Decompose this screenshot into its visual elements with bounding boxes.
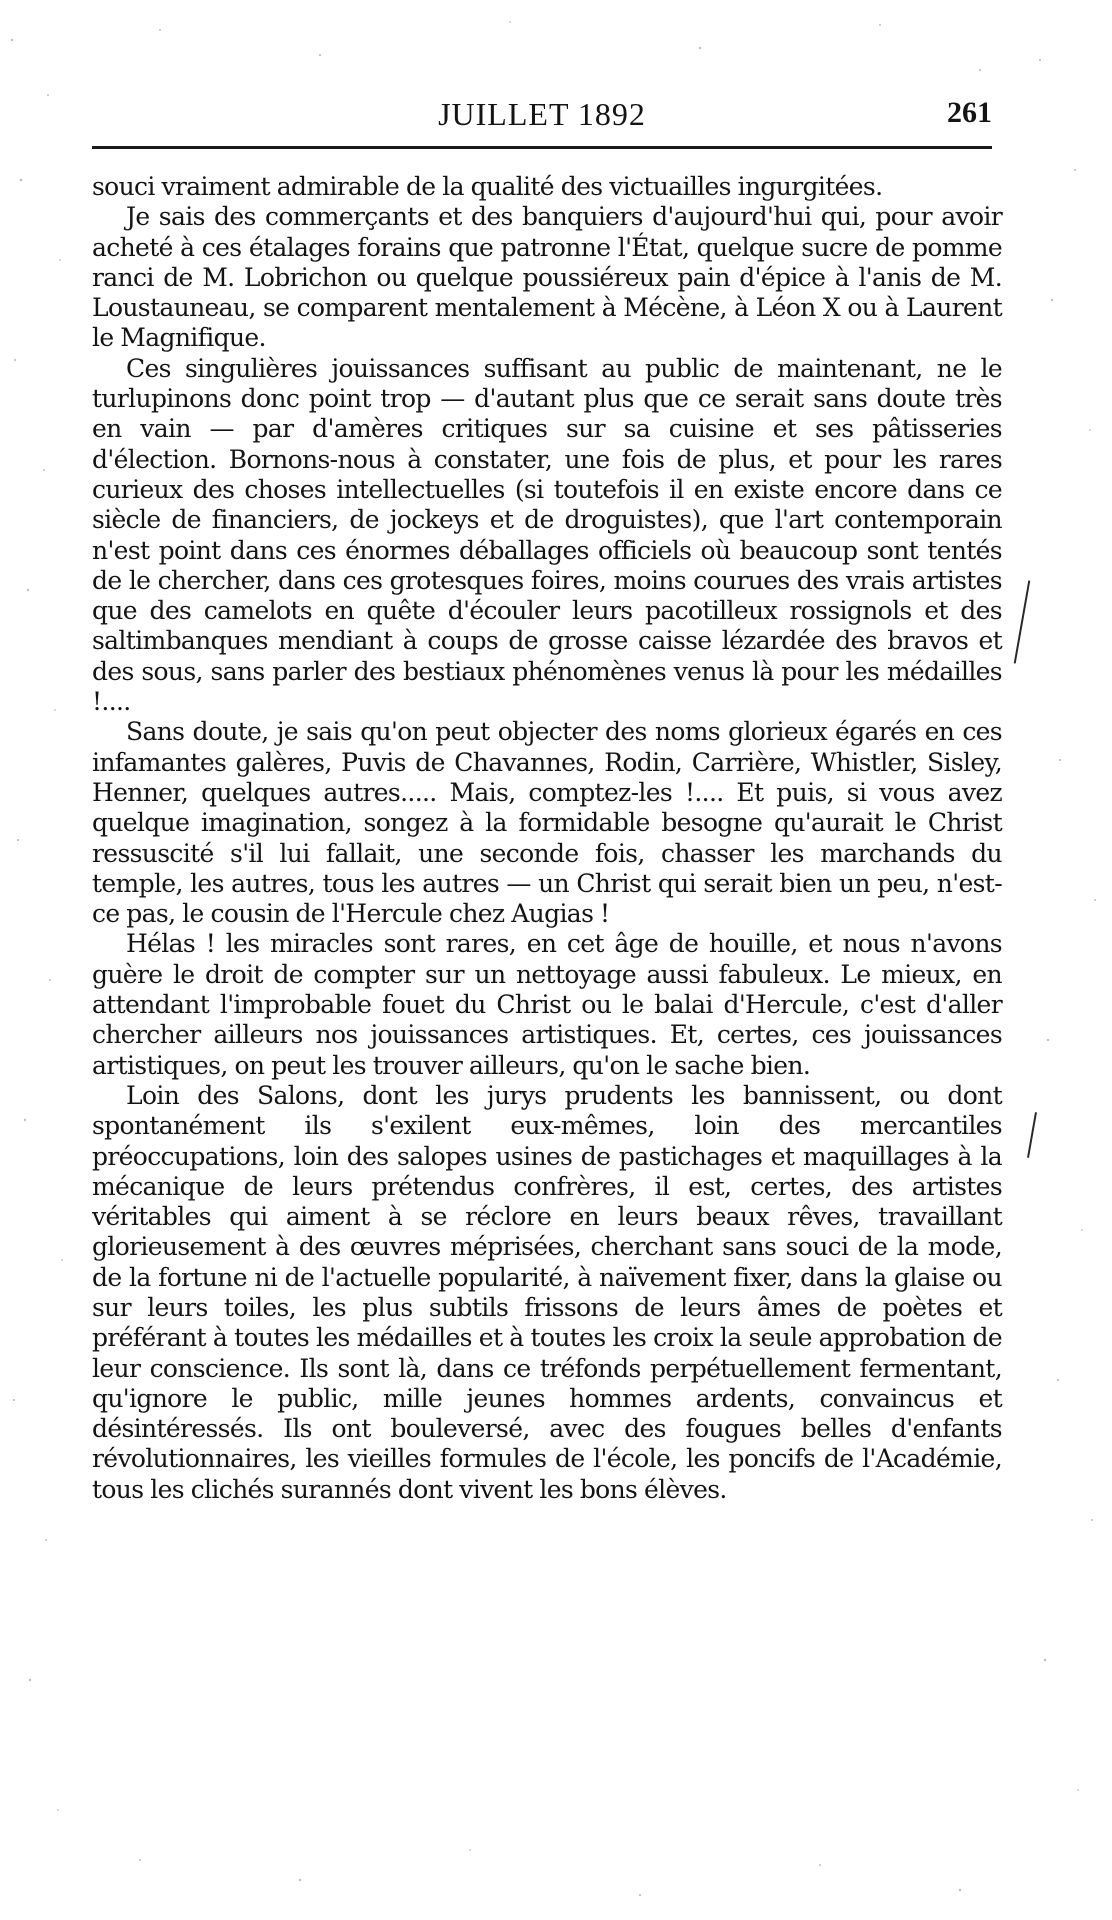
- page-number: 261: [947, 96, 992, 129]
- header-rule: [92, 146, 992, 149]
- margin-pencil-mark: [1027, 1112, 1037, 1158]
- header-title: JUILLET 1892: [438, 96, 646, 132]
- paragraph-5: Hélas ! les miracles sont rares, en cet âge de houille, et nous n'avons guère le droit de compter sur un nettoyage aussi fabuleux. Le mieux, en attendant l'improbable fouet du Christ ou le balai d'Hercule, c'est d'aller chercher ailleurs nos jouissances artistiques. Et, certes, ces jouissances artistiques, on peut les trouver ailleurs, qu'on le sache bien.: [92, 929, 1002, 1080]
- paragraph-6: Loin des Salons, dont les jurys prudents les bannissent, ou dont spontanément ils s'exilent eux-mêmes, loin des mercantiles préoccupations, loin des salopes usines de pastichages et maquillages à la mécanique de leurs prétendus confrères, il est, certes, des artistes véritables qui aiment à se réclore en leurs beaux rêves, travaillant glorieusement à des œuvres méprisées, cherchant sans souci de la mode, de la fortune ni de l'actuelle popularité, à naïvement fixer, dans la glaise ou sur leurs toiles, les plus subtils frissons de leurs âmes de poètes et préférant à toutes les médailles et à toutes les croix la seule approbation de leur conscience. Ils sont là, dans ce tréfonds perpétuellement fermentant, qu'ignore le public, mille jeunes hommes ardents, convaincus et désintéressés. Ils ont bouleversé, avec des fougues belles d'enfants révolutionnaires, les vieilles formules de l'école, les poncifs de l'Académie, tous les clichés surannés dont vivent les bons élèves.: [92, 1080, 1002, 1504]
- running-header: [92, 92, 992, 132]
- body-text: [92, 172, 1002, 1505]
- paragraph-4: Sans doute, je sais qu'on peut objecter des noms glorieux égarés en ces infamantes galères, Puvis de Chavannes, Rodin, Carrière, Whistler, Sisley, Henner, quelques autres..... Mais, comptez-les !.... Et puis, si vous avez quelque imagination, songez à la formidable besogne qu'aurait le Christ ressuscité s'il lui fallait, une seconde fois, chasser les marchands du temple, les autres, tous les autres — un Christ qui serait bien un peu, n'est-ce pas, le cousin de l'Hercule chez Augias !: [92, 717, 1002, 929]
- paragraph-2: Je sais des commerçants et des banquiers d'aujourd'hui qui, pour avoir acheté à ces étalages forains que patronne l'État, quelque sucre de pomme ranci de M. Lobrichon ou quelque poussiéreux pain d'épice à l'anis de M. Loustauneau, se comparent mentalement à Mécène, à Léon X ou à Laurent le Magnifique.: [92, 202, 1002, 353]
- paragraph-1: souci vraiment admirable de la qualité des victuailles ingurgitées.: [92, 172, 883, 201]
- margin-pencil-mark: [1014, 580, 1031, 663]
- paragraph-3: Ces singulières jouissances suffisant au public de maintenant, ne le turlupinons donc point trop — d'autant plus que ce serait sans doute très en vain — par d'amères critiques sur sa cuisine et ses pâtisseries d'élection. Bornons-nous à constater, une fois de plus, et pour les rares curieux des choses intellectuelles (si toutefois il en existe encore dans ce siècle de financiers, de jockeys et de droguistes), que l'art contemporain n'est point dans ces énormes déballages officiels où beaucoup sont tentés de le chercher, dans ces grotesques foires, moins courues des vrais artistes que des camelots en quête d'écouler leurs pacotilleux rossignols et des saltimbanques mendiant à coups de grosse caisse lézardée des bravos et des sous, sans parler des bestiaux phénomènes venus là pour les médailles !....: [92, 353, 1002, 717]
